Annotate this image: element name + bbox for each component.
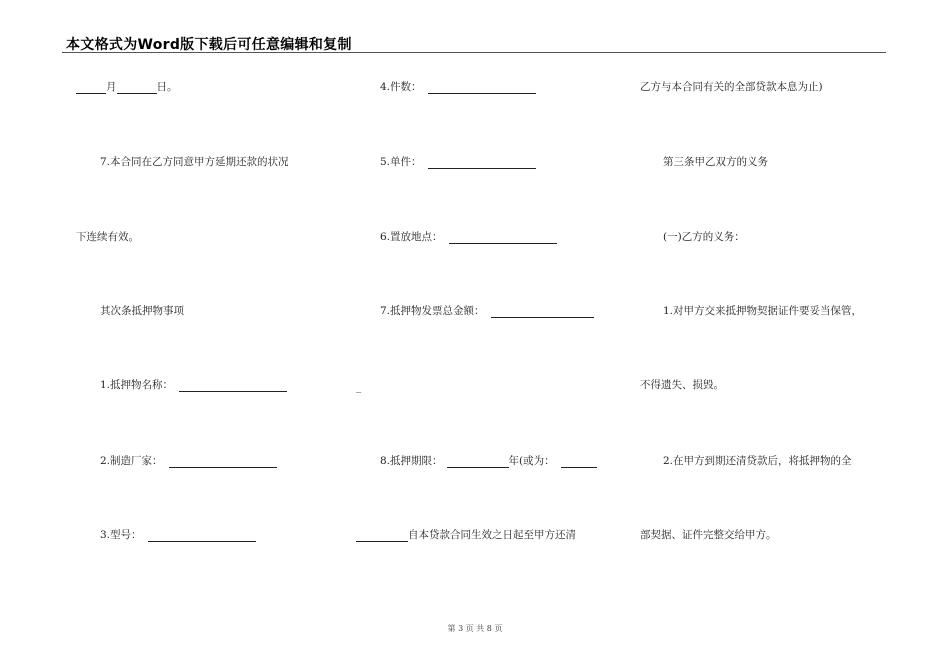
blank-underline [449, 231, 557, 244]
col3-line7: 部契据、证件完整交给甲方。 [640, 529, 777, 541]
col1-line7 [100, 528, 256, 542]
col1-line3: 下连续有效。 [76, 231, 139, 243]
col2-line3 [380, 230, 557, 244]
manufacturer-label: 2.制造厂家： [100, 455, 163, 467]
col3-line6: 2.在甲方到期还清贷款后，将抵押物的全 [663, 455, 852, 467]
col2-line7 [356, 528, 576, 542]
col1-line5 [100, 378, 287, 392]
col1-line4: 其次条抵押物事项 [100, 305, 184, 317]
blank-underline [76, 81, 106, 94]
col2-line4 [380, 304, 594, 318]
col3-line1: 乙方与本合同有关的全部贷款本息为止) [640, 81, 823, 93]
col3-line3: (一)乙方的义务： [663, 231, 745, 243]
page-number-footer: 第 3 页 共 8 页 [447, 624, 503, 633]
day-label: 日。 [156, 81, 178, 93]
blank-underline [428, 156, 536, 169]
col2-line1 [380, 80, 536, 94]
model-label: 3.型号： [100, 529, 142, 541]
blank-underline [169, 455, 277, 468]
location-label: 6.置放地点： [380, 231, 443, 243]
col2-line5: _ [356, 381, 362, 393]
month-label: 月 [106, 81, 117, 93]
quantity-label: 4.件数： [380, 81, 422, 93]
header-divider [62, 52, 886, 53]
term-clause-text: 自本贷款合同生效之日起至甲方还清 [408, 529, 576, 541]
unit-price-label: 5.单件： [380, 156, 422, 168]
blank-underline [491, 305, 594, 318]
collateral-name-label: 1.抵押物名称： [100, 379, 174, 391]
blank-underline [356, 529, 408, 542]
document-header-title: 本文格式为Word版下载后可任意编辑和复制 [66, 37, 352, 53]
year-or-label: 年(或为： [508, 455, 555, 467]
blank-underline [179, 379, 287, 392]
mortgage-term-label: 8.抵押期限： [380, 455, 443, 467]
blank-underline [447, 455, 509, 468]
blank-underline [148, 529, 256, 542]
col3-line2: 第三条甲乙双方的义务 [663, 156, 768, 168]
col1-line2: 7.本合同在乙方同意甲方延期还款的状况 [100, 156, 289, 168]
blank-underline [428, 81, 536, 94]
col1-line1 [76, 80, 178, 94]
col1-line6 [100, 454, 277, 468]
col2-line6 [380, 454, 597, 468]
col3-line5: 不得遗失、损毁。 [640, 379, 724, 391]
col2-line2 [380, 155, 536, 169]
blank-underline [561, 455, 597, 468]
col3-line4: 1.对甲方交来抵押物契据证件要妥当保管， [663, 305, 863, 317]
blank-underline [117, 81, 157, 94]
invoice-total-label: 7.抵押物发票总金额： [380, 305, 485, 317]
